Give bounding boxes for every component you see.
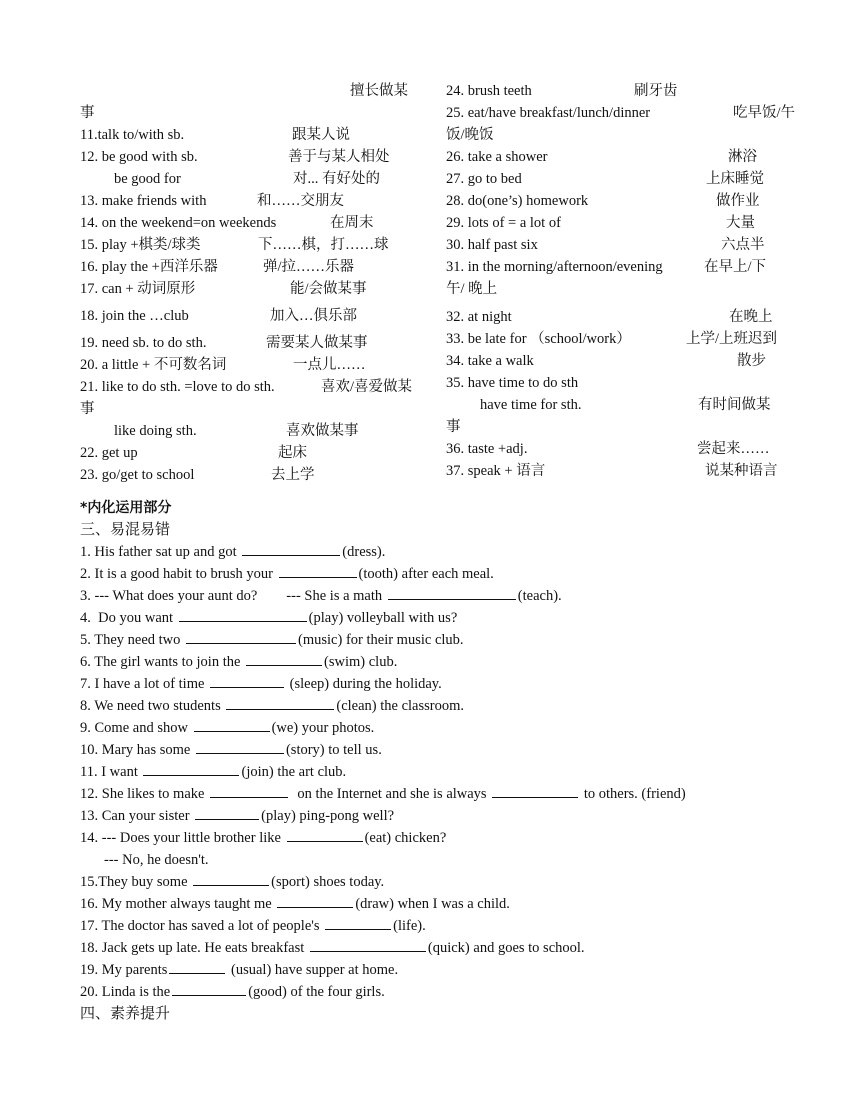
vocab-entry: [446, 394, 791, 416]
vocab-entry: [80, 168, 430, 190]
exercise-item: [80, 563, 800, 585]
vocab-chinese: 加入…俱乐部: [270, 308, 357, 324]
vocab-english: 16. play the +西洋乐器: [80, 259, 218, 275]
exercise-item: [80, 915, 800, 937]
exercise-item: [80, 717, 800, 739]
answer-blank[interactable]: [287, 827, 363, 842]
exercise-text: (play) volleyball with us?: [308, 610, 458, 626]
vocab-english: 20. a little + 不可数名词: [80, 357, 227, 373]
exercise-text: (eat) chicken?: [364, 830, 447, 846]
vocab-column-right: [446, 80, 796, 482]
exercise-text: to others. (friend): [580, 786, 686, 802]
exercise-text: (sleep) during the holiday.: [286, 676, 442, 692]
vocab-english: 31. in the morning/afternoon/evening: [446, 259, 663, 275]
exercise-item: [80, 629, 800, 651]
section-heading-four: 四、素养提升: [80, 1006, 171, 1022]
answer-blank[interactable]: [186, 629, 296, 644]
exercise-item: [80, 981, 800, 1003]
exercise-text: (tooth) after each meal.: [358, 566, 494, 582]
exercise-text: 9. Come and show: [80, 720, 192, 736]
vocab-entry: [446, 438, 791, 460]
vocab-entry: [446, 256, 791, 278]
vocab-chinese: 散步: [737, 353, 766, 369]
exercise-text: 19. My parents: [80, 962, 168, 978]
vocab-entry: [446, 306, 791, 328]
vocab-entry: [80, 464, 430, 486]
vocab-english: 24. brush teeth: [446, 83, 532, 99]
vocab-english: 26. take a shower: [446, 149, 548, 165]
vocab-chinese: 一点儿……: [293, 357, 366, 373]
vocab-entry: [446, 328, 791, 350]
exercise-text: 20. Linda is the: [80, 984, 171, 1000]
exercise-text: 1. His father sat up and got: [80, 544, 241, 560]
vocab-entry: [446, 212, 791, 234]
exercise-text: (story) to tell us.: [285, 742, 382, 758]
exercise-item: [80, 739, 800, 761]
exercise-text: 11. I want: [80, 764, 142, 780]
exercise-text: (draw) when I was a child.: [355, 896, 510, 912]
vocab-entry: [446, 102, 796, 124]
answer-blank[interactable]: [492, 783, 578, 798]
exercise-text: (join) the art club.: [241, 764, 347, 780]
exercise-text: 12. She likes to make: [80, 786, 209, 802]
answer-blank[interactable]: [279, 563, 357, 578]
vocab-english: have time for sth.: [480, 397, 582, 413]
vocab-chinese: 和……交朋友: [257, 193, 344, 209]
exercise-item: [80, 761, 800, 783]
answer-blank[interactable]: [195, 805, 259, 820]
vocab-chinese: 喜欢/喜爱做某: [321, 379, 413, 395]
vocab-english: 14. on the weekend=on weekends: [80, 215, 277, 231]
vocab-english: 28. do(one’s) homework: [446, 193, 589, 209]
vocab-chinese: 在周末: [330, 215, 374, 231]
exercise-text: (good) of the four girls.: [248, 984, 385, 1000]
exercise-item: [80, 783, 800, 805]
exercise-text: (dress).: [342, 544, 386, 560]
vocab-entry: [446, 80, 791, 102]
exercise-text: 8. We need two students: [80, 698, 225, 714]
vocab-chinese: 下……棋，打……球: [258, 237, 389, 253]
exercise-text: 16. My mother always taught me: [80, 896, 276, 912]
answer-blank[interactable]: [388, 585, 516, 600]
vocab-entry: [446, 168, 791, 190]
vocab-entry: [80, 190, 430, 212]
vocab-english: 21. like to do sth. =love to do sth.: [80, 379, 275, 395]
vocab-english: 36. taste +adj.: [446, 441, 528, 457]
exercise-text: 3. --- What does your aunt do? --- She is a math: [80, 588, 386, 604]
vocab-entry: [80, 80, 430, 102]
vocab-entry: [80, 278, 430, 300]
vocab-wrap-text: 午/ 晚上: [446, 281, 498, 297]
answer-blank[interactable]: [242, 541, 340, 556]
vocab-chinese: 善于与某人相处: [288, 149, 390, 165]
exercise-text: 15.They buy some: [80, 874, 192, 890]
exercise-item: [80, 827, 800, 849]
vocab-wrap-text: 事: [80, 105, 95, 121]
vocab-entry: [80, 420, 430, 442]
answer-blank[interactable]: [179, 607, 307, 622]
vocab-english: 15. play +棋类/球类: [80, 237, 201, 253]
vocab-chinese: 能/会做某事: [290, 281, 367, 297]
answer-blank[interactable]: [143, 761, 239, 776]
exercise-text: (swim) club.: [324, 654, 398, 670]
vocab-chinese: 对... 有好处的: [293, 171, 380, 187]
vocab-entry: [80, 146, 430, 168]
exercise-text: 14. --- Does your little brother like: [80, 830, 285, 846]
vocab-entry: [80, 212, 430, 234]
exercise-text: 18. Jack gets up late. He eats breakfast: [80, 940, 308, 956]
vocab-wrap-text: 事: [446, 419, 461, 435]
exercise-item: [80, 805, 800, 827]
exercise-text: 13. Can your sister: [80, 808, 194, 824]
exercise-item: [80, 871, 800, 893]
exercise-text: (sport) shoes today.: [271, 874, 385, 890]
vocab-chinese: 起床: [278, 445, 307, 461]
vocab-chinese: 在早上/下: [704, 259, 767, 275]
vocab-chinese: 在晚上: [729, 309, 773, 325]
exercise-text: 4. Do you want: [80, 610, 177, 626]
vocab-english: 17. can + 动词原形: [80, 281, 196, 297]
vocab-english: 12. be good with sb.: [80, 149, 198, 165]
answer-blank[interactable]: [277, 893, 353, 908]
vocab-column-left: [80, 80, 430, 486]
answer-blank[interactable]: [194, 717, 270, 732]
exercise-text: (music) for their music club.: [298, 632, 464, 648]
vocab-english: 37. speak + 语言: [446, 463, 546, 479]
vocab-entry: [446, 234, 791, 256]
vocab-english: 27. go to bed: [446, 171, 522, 187]
answer-blank[interactable]: [210, 783, 288, 798]
vocab-english: 25. eat/have breakfast/lunch/dinner: [446, 105, 651, 121]
answer-blank[interactable]: [226, 695, 334, 710]
vocab-chinese: 跟某人说: [292, 127, 350, 143]
answer-blank[interactable]: [310, 937, 426, 952]
section-heading-internalize: *内化运用部分: [80, 500, 172, 516]
vocab-chinese: 淋浴: [728, 149, 757, 165]
exercise-text: 17. The doctor has saved a lot of people's: [80, 918, 324, 934]
vocab-english: 33. be late for （school/work）: [446, 331, 631, 347]
exercise-item: [80, 849, 800, 871]
exercise-text: 6. The girl wants to join the: [80, 654, 245, 670]
exercise-item: [80, 585, 800, 607]
answer-blank[interactable]: [172, 981, 246, 996]
answer-blank[interactable]: [193, 871, 269, 886]
exercise-text: 10. Mary has some: [80, 742, 194, 758]
vocab-chinese: 擅长做某: [350, 83, 408, 99]
vocab-chinese: 尝起来……: [697, 441, 770, 457]
vocab-english: 23. go/get to school: [80, 467, 195, 483]
vocab-english: 13. make friends with: [80, 193, 207, 209]
vocab-english: 29. lots of = a lot of: [446, 215, 561, 231]
vocab-chinese: 说某种语言: [705, 463, 778, 479]
vocab-english: 30. half past six: [446, 237, 538, 253]
exercise-item: [80, 893, 800, 915]
answer-blank[interactable]: [169, 959, 225, 974]
vocab-english: 11.talk to/with sb.: [80, 127, 185, 143]
exercise-text: 5. They need two: [80, 632, 185, 648]
vocab-chinese: 需要某人做某事: [266, 335, 368, 351]
exercise-text: on the Internet and she is always: [290, 786, 491, 802]
vocab-english: 35. have time to do sth: [446, 375, 579, 391]
vocab-english: like doing sth.: [114, 423, 197, 439]
vocab-wrap-text: 事: [80, 401, 95, 417]
vocab-entry: [446, 350, 791, 372]
exercise-item: [80, 673, 800, 695]
vocab-entry: [446, 190, 791, 212]
exercise-list: [80, 541, 800, 1003]
exercise-item: [80, 651, 800, 673]
answer-blank[interactable]: [246, 651, 322, 666]
vocab-entry: [80, 442, 430, 464]
vocab-english: 32. at night: [446, 309, 512, 325]
exercise-item: [80, 607, 800, 629]
vocab-chinese: 六点半: [721, 237, 765, 253]
vocab-english: be good for: [114, 171, 181, 187]
vocab-entry: [446, 146, 791, 168]
exercise-section: [80, 497, 800, 1025]
vocab-chinese: 有时间做某: [698, 397, 771, 413]
vocab-entry: [80, 332, 430, 354]
vocab-wrap-text: 饭/晚饭: [446, 127, 494, 143]
vocab-entry: [80, 354, 430, 376]
vocab-chinese: 弹/拉……乐器: [263, 259, 355, 275]
vocab-chinese: 吃早饭/午: [733, 105, 796, 121]
exercise-text: (teach).: [517, 588, 562, 604]
answer-blank[interactable]: [196, 739, 284, 754]
answer-blank[interactable]: [210, 673, 284, 688]
vocab-chinese: 喜欢做某事: [286, 423, 359, 439]
exercise-item: [80, 937, 800, 959]
exercise-text: 2. It is a good habit to brush your: [80, 566, 277, 582]
vocab-chinese: 去上学: [271, 467, 315, 483]
vocab-english: 34. take a walk: [446, 353, 534, 369]
vocab-chinese: 刷牙齿: [634, 83, 678, 99]
exercise-item: [80, 959, 800, 981]
vocab-chinese: 上学/上班迟到: [686, 331, 778, 347]
vocab-entry: [80, 300, 430, 332]
vocab-english: 22. get up: [80, 445, 138, 461]
vocab-entry: [80, 376, 430, 398]
vocab-chinese: 上床睡觉: [706, 171, 764, 187]
vocab-chinese: 大量: [726, 215, 755, 231]
exercise-text: (life).: [393, 918, 426, 934]
vocab-english: 19. need sb. to do sth.: [80, 335, 207, 351]
vocab-entry: [80, 124, 430, 146]
answer-blank[interactable]: [325, 915, 391, 930]
section-heading-three: 三、易混易错: [80, 522, 171, 538]
vocab-entry: [446, 372, 791, 394]
exercise-item: [80, 541, 800, 563]
vocab-entry: [446, 460, 791, 482]
vocab-entry: [80, 256, 430, 278]
exercise-text: (quick) and goes to school.: [427, 940, 585, 956]
exercise-text: --- No, he doesn't.: [104, 852, 209, 868]
exercise-text: (play) ping-pong well?: [261, 808, 395, 824]
vocab-chinese: 做作业: [716, 193, 760, 209]
exercise-item: [80, 695, 800, 717]
exercise-text: (we) your photos.: [271, 720, 375, 736]
exercise-text: (usual) have supper at home.: [227, 962, 399, 978]
exercise-text: 7. I have a lot of time: [80, 676, 209, 692]
vocab-english: 18. join the …club: [80, 308, 189, 324]
vocab-entry: [80, 234, 430, 256]
exercise-text: (clean) the classroom.: [336, 698, 464, 714]
